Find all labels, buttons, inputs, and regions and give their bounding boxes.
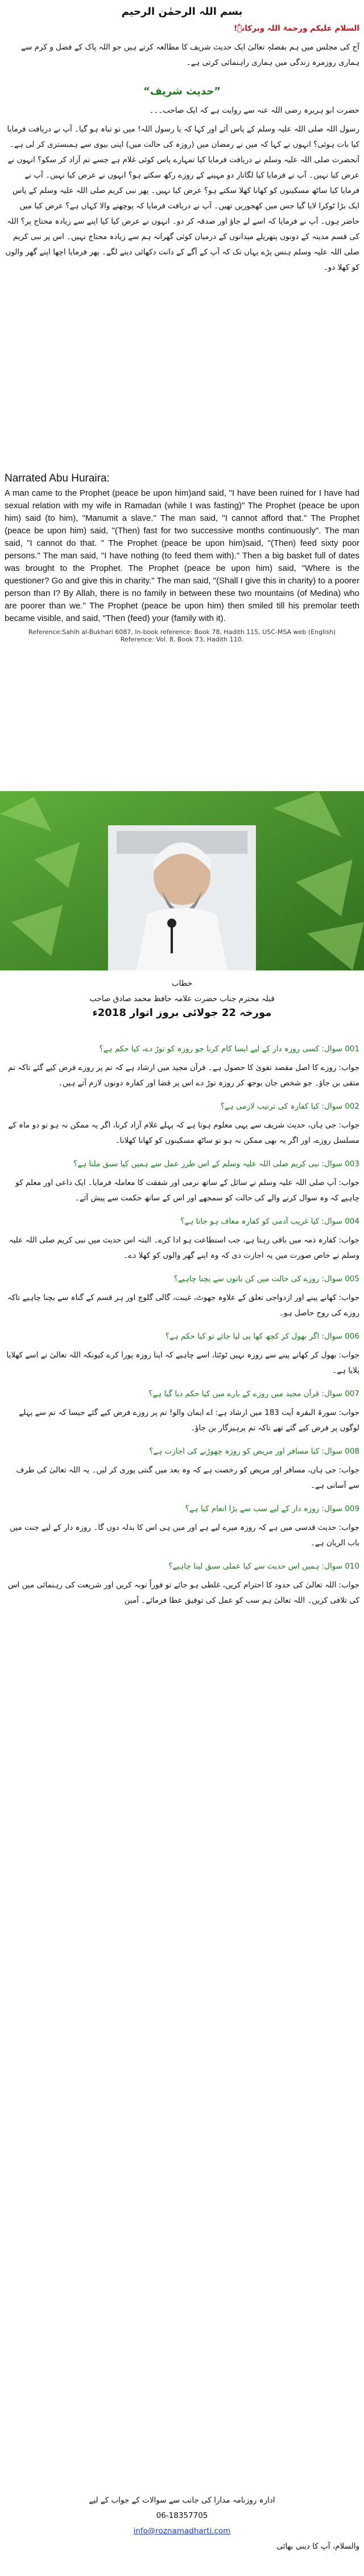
question: 004 سوال: کیا غریب آدمی کو کفارہ معاف ہو جاتا ہے؟ — [180, 1217, 359, 1226]
answer: جواب: کھانے پینے اور ازدواجی تعلق کے علاوہ جھوٹ، غیبت، گالی گلوچ اور ہر قسم کے گناہ سے بچنا چاہیے تاکہ روزے کی روح حاصل ہو۔ — [7, 1293, 359, 1318]
qa-item — [5, 1444, 359, 1493]
reference-line-2: Reference: Vol. 8, Book 73, Hadith 110. — [120, 636, 244, 643]
narrator-heading: Narrated Abu Huraira: — [5, 472, 110, 484]
speaker-photo — [0, 791, 364, 970]
footer — [5, 2493, 359, 2554]
question: 007 سوال: قرآن مجید میں روزے کے بارے میں کیا حکم دیا گیا ہے؟ — [148, 1389, 359, 1398]
question: 010 سوال: ہمیں اس حدیث سے کیا عملی سبق لینا چاہیے؟ — [168, 1562, 359, 1571]
answer: جواب: اللہ تعالیٰ کی حدود کا احترام کریں، غلطی ہو جائے تو فوراً توبہ کریں اور شریعت کی رہنمائی میں اس کی تلافی کریں۔ اللہ تعالیٰ ہم سب کو عمل کی توفیق عطا فرمائے۔ آمین — [8, 1581, 359, 1605]
question: 008 سوال: کیا مسافر اور مریض کو روزہ چھوڑنے کی اجازت ہے؟ — [149, 1447, 359, 1456]
question: 009 سوال: روزہ دار کے لیے سب سے بڑا انعام کیا ہے؟ — [185, 1504, 359, 1513]
qa-item — [5, 1214, 359, 1264]
qa-item — [5, 1271, 359, 1321]
answer: جواب: جی ہاں، حدیث شریف سے یہی معلوم ہوتا ہے کہ پہلے غلام آزاد کرنا، اگر یہ ممکن نہ ہو تو دو ماہ کے مسلسل روزے، اور اگر یہ بھی ممکن نہ ہو تو ساٹھ مسکینوں کو کھانا کھلانا۔ — [8, 1121, 359, 1145]
answer: جواب: کفارہ ذمہ میں باقی رہتا ہے، جب استطاعت ہو ادا کرے۔ البتہ اس حدیث میں نبی کریم صلی اللہ علیہ وسلم نے خاص صورت میں یہ اجازت دی کہ وہ اپنے گھر والوں کو کھلا دے۔ — [9, 1236, 359, 1260]
qa-item — [5, 1501, 359, 1551]
question: 002 سوال: کیا کفارہ کی ترتیب لازمی ہے؟ — [220, 1102, 359, 1111]
speaker-caption — [5, 976, 359, 1019]
answer: جواب: روزے کا اصل مقصد تقویٰ کا حصول ہے۔ قرآن مجید میں ارشاد ہے کہ تم پر روزے فرض کیے گئے تاکہ تم متقی بن جاؤ۔ جو شخص جان بوجھ کر روزہ توڑ دے اس پر قضا اور کفارہ دونوں لازم آتے ہیں۔ — [8, 1063, 359, 1088]
qa-item — [5, 1329, 359, 1378]
salutation: السلام علیکم ورحمۃ اللہ وبرکاتہٗ! — [233, 24, 359, 33]
english-section — [5, 472, 359, 643]
bismillah: بسم اللہ الرحمٰن الرحیم — [121, 6, 243, 18]
question: 006 سوال: اگر بھول کر کچھ کھا پی لیا جائے تو کیا حکم ہے؟ — [165, 1332, 359, 1341]
english-hadith-text: A man came to the Prophet (peace be upon him)and said, "I have been ruined for I have had sexual relation with my wife in Ramadan (while I was fasting)" The Prophet (peace be upon him) said (to him), "Manumit a slave." The man said, "I cannot afford that." The Prophet (peace be upon him) said, "(Then) fast for two successive months continuously". The man said, "I cannot do that. " The Prophet (peace be upon him)said, "(Then) feed sixty poor persons." The man said, "I have nothing (to feed them with)." Then a big basket full of dates was brought to the Prophet. The Prophet (peace be upon him) said, "Where is the questioner? Go and give this in charity." The man said, "(Shall I give this in charity) to a poorer person than I? By Allah, there is no family in between these two mountains (of Medina) who are poorer than we." The Prophet (peace be upon him) then smiled till his premolar teeth became visible, and said, "Then (feed) your (family with it). — [5, 488, 359, 623]
qa-item — [5, 1386, 359, 1436]
answer: جواب: حدیث قدسی میں ہے کہ روزہ میرے لیے ہے اور میں ہی اس کا بدلہ دوں گا۔ روزہ دار کے لیے جنت میں باب الریان ہے۔ — [10, 1523, 359, 1548]
reference-line-1: Reference:Sahih al-Bukhari 6087, In-book reference: Book 78, Hadith 115, USC-MSA web (English) — [28, 628, 336, 636]
footer-phone: 06-18357705 — [156, 2511, 208, 2520]
answer: جواب: جی ہاں، مسافر اور مریض کو رخصت ہے کہ وہ بعد میں گنتی پوری کر لیں۔ یہ اللہ تعالیٰ کی طرف سے آسانی ہے۔ — [16, 1466, 359, 1490]
speech-date: مورخہ 22 جولائی بروز اتوار 2018ء — [92, 1007, 272, 1019]
answer: جواب: بھول کر کھانے پینے سے روزہ نہیں ٹوٹتا، اسے چاہیے کہ اپنا روزہ پورا کرے کیونکہ اللہ تعالیٰ نے اسے کھلایا پلایا ہے۔ — [6, 1351, 359, 1375]
footer-note: ادارہ روزنامہ مدارا کی جانب سے سوالات کے جواب کے لیے — [89, 2496, 275, 2505]
qa-item — [5, 1157, 359, 1206]
speaker-photo-illustration — [0, 791, 364, 970]
qa-item — [5, 1099, 359, 1149]
question: 001 سوال: کسی روزہ دار کے لیے ایسا کام کرنا جو روزہ کو توڑ دے، کیا حکم ہے؟ — [99, 1044, 359, 1054]
intro-text: آج کی مجلس میں ہم بفضلہٖ تعالیٰ ایک حدیث شریف کا مطالعہ کرتے ہیں جو اللہ پاک کے فضل و کرم سے ہماری روزمرہ زندگی میں ہماری راہنمائی کرتی ہے۔ — [21, 43, 359, 67]
hadith-section — [5, 85, 359, 279]
hadith-title: ”حدیث شریف“ — [143, 85, 221, 97]
caption-label: خطاب — [171, 979, 193, 988]
answer: جواب: سورۃ البقرہ آیت 183 میں ارشاد ہے: اے ایمان والو! تم پر روزے فرض کیے گئے جیسا کہ تم سے پہلے لوگوں پر فرض کیے گئے تھے تاکہ تم پرہیزگار بن جاؤ۔ — [19, 1408, 359, 1433]
hadith-urdu-line1: حضرت ابو ہریرہ رضی اللہ عنہ سے روایت ہے کہ ایک صاحب۔۔۔ — [149, 106, 359, 115]
qa-item — [5, 1042, 359, 1091]
speaker-name: قبلہ محترم جناب حضرت علامہ حافظ محمد صادق صاحب — [89, 994, 275, 1003]
qa-item — [5, 1559, 359, 1608]
qa-list — [5, 1042, 359, 1616]
answer: جواب: آپ صلی اللہ علیہ وسلم نے سائل کے ساتھ نرمی اور شفقت کا معاملہ فرمایا۔ ایک داعی اور معلم کو چاہیے کہ وہ سوال کرنے والے کی حالت کو سمجھے اور اس کے ساتھ حکمت سے پیش آئے۔ — [15, 1178, 359, 1203]
header — [5, 6, 359, 74]
hadith-urdu-body: رسول اللہ صلی اللہ علیہ وسلم کے پاس آئے اور کہا کہ یا رسول اللہ! میں تو تباہ ہو گیا۔ آپ نے دریافت فرمایا کیا بات ہوئی؟ انہوں نے کہا کہ میں نے رمضان میں (روزہ کی حالت میں) اپنی بیوی سے ہمبستری کر لی ہے۔ آنحضرت صلی اللہ علیہ وسلم نے دریافت فرمایا کیا تمہارے پاس کوئی غلام ہے جسے تم آزاد کر سکو؟ انہوں نے عرض کیا نہیں۔ آپ نے فرمایا کیا لگاتار دو مہینے کے روزے رکھ سکتے ہو؟ انہوں نے عرض کیا نہیں۔ آپ نے فرمایا کیا ساٹھ مسکینوں کو کھانا کھلا سکتے ہو؟ عرض کیا نہیں۔ پھر نبی کریم صلی اللہ علیہ وسلم کے پاس ایک بڑا ٹوکرا لایا گیا جس میں کھجوریں تھیں۔ آپ نے دریافت فرمایا کہ پوچھنے والا کہاں ہے؟ عرض کیا میں حاضر ہوں۔ آپ نے فرمایا کہ اسے لے جاؤ اور صدقہ کر دو۔ انہوں نے عرض کیا کیا اپنے سے زیادہ محتاج پر؟ اللہ کی قسم مدینہ کے دونوں پتھریلے میدانوں کے درمیان کوئی گھرانہ ہم سے زیادہ محتاج نہیں۔ اس پر نبی کریم صلی اللہ علیہ وسلم ہنس پڑے یہاں تک کہ آپ کے آگے کے دانت دکھائی دینے لگے۔ پھر فرمایا اچھا اپنے گھر والوں کو کھلا دو۔ — [5, 125, 359, 272]
footer-closing: والسلام، آپ کا دینی بھائی — [276, 2542, 359, 2551]
footer-email-link[interactable]: info@roznamadharti.com — [133, 2526, 231, 2536]
question: 005 سوال: روزے کی حالت میں کن باتوں سے بچنا چاہیے؟ — [173, 1274, 359, 1283]
question: 003 سوال: نبی کریم صلی اللہ علیہ وسلم کے اس طرز عمل سے ہمیں کیا سبق ملتا ہے؟ — [73, 1159, 359, 1168]
